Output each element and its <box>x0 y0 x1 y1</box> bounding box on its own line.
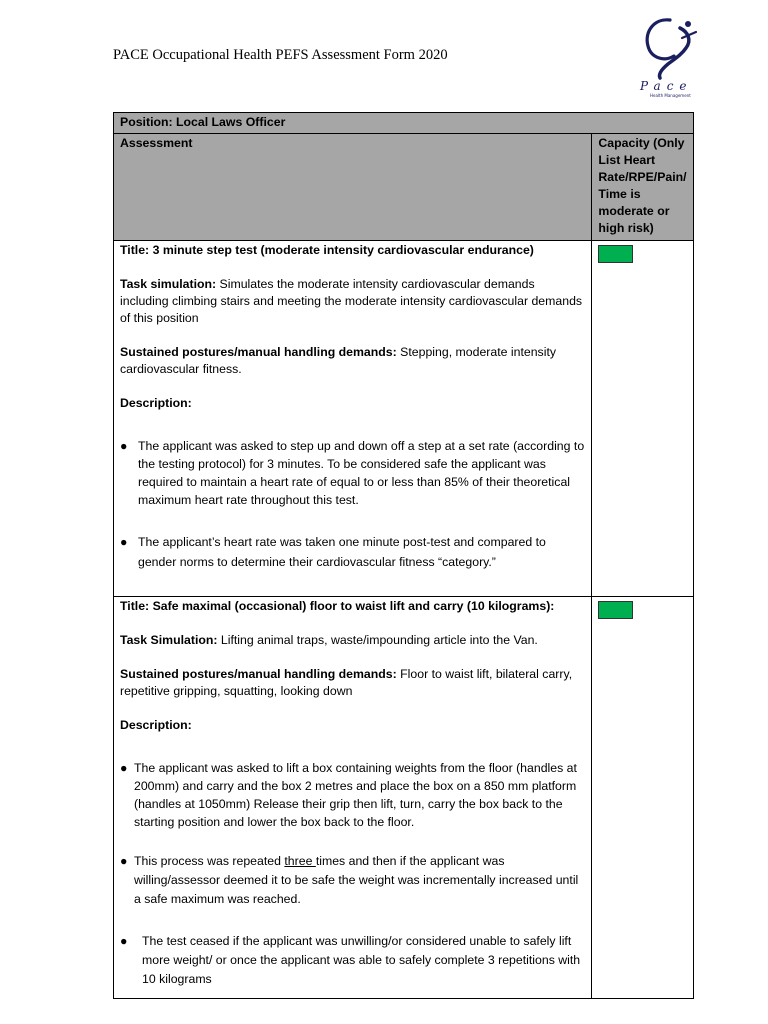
list-item: ● The applicant was asked to lift a box containing weights from the floor (handles at 200mm) and carry and the box 2 metres and place the box on a 850 mm platform (handles at 1050mm) Release their grip then lift, turn, carry the box back to the starting position and lower the box back to the floor. <box>120 761 577 829</box>
svg-text:Pace: Pace <box>640 79 693 93</box>
description-label: Description: <box>120 396 192 410</box>
section-title: Title: Safe maximal (occasional) floor to waist lift and carry (10 kilograms): <box>120 599 555 613</box>
assessment-table <box>113 112 694 999</box>
section-step-test <box>114 241 592 597</box>
section-title: Title: 3 minute step test (moderate intensity cardiovascular endurance) <box>120 243 534 257</box>
list-item: ● The test ceased if the applicant was unwilling/or considered unable to safely lift more weight/ or once the applicant was able to safely complete 3 repetitions with 10 kilograms <box>120 934 581 986</box>
description-label: Description: <box>120 718 192 732</box>
status-badge <box>598 601 633 619</box>
list-item: ● The applicant’s heart rate was taken one minute post-test and compared to gender norms to determine their cardiovascular fitness “category.” <box>120 535 546 569</box>
status-badge <box>598 245 633 263</box>
task-simulation: Task simulation: Simulates the moderate intensity cardiovascular demands including climbing stairs and meeting the moderate intensity cardiovascular demands of this position <box>120 277 583 325</box>
list-item: ● The applicant was asked to step up and down off a step at a set rate (according to the testing protocol) for 3 minutes. To be considered safe the applicant was required to maintain a heart rate of equal to or less than 85% of their theoretical maximum heart rate throughout this test. <box>120 439 585 507</box>
task-simulation: Task Simulation: Lifting animal traps, waste/impounding article into the Van. <box>120 633 538 647</box>
position-cell: Position: Local Laws Officer <box>114 113 694 134</box>
capacity-header: Capacity (Only List Heart Rate/RPE/Pain/ Time is moderate or high risk) <box>592 134 694 241</box>
sustained-postures: Sustained postures/manual handling demands: Stepping, moderate intensity cardiovascular fitness. <box>120 345 557 376</box>
section-lift-carry <box>114 597 592 999</box>
list-item: ● This process was repeated three times and then if the applicant was willing/assessor deemed it to be safe the weight was incrementally increased until a safe maximum was reached. <box>120 854 579 906</box>
page-title: PACE Occupational Health PEFS Assessment Form 2020 <box>113 47 448 63</box>
assessment-header: Assessment <box>114 134 592 241</box>
capacity-cell <box>592 597 694 999</box>
capacity-cell <box>592 241 694 597</box>
pace-logo <box>636 14 706 98</box>
sustained-postures: Sustained postures/manual handling demands: Floor to waist lift, bilateral carry, repetitive gripping, squatting, looking down <box>120 667 573 698</box>
svg-text:Health Management: Health Management <box>650 93 691 98</box>
